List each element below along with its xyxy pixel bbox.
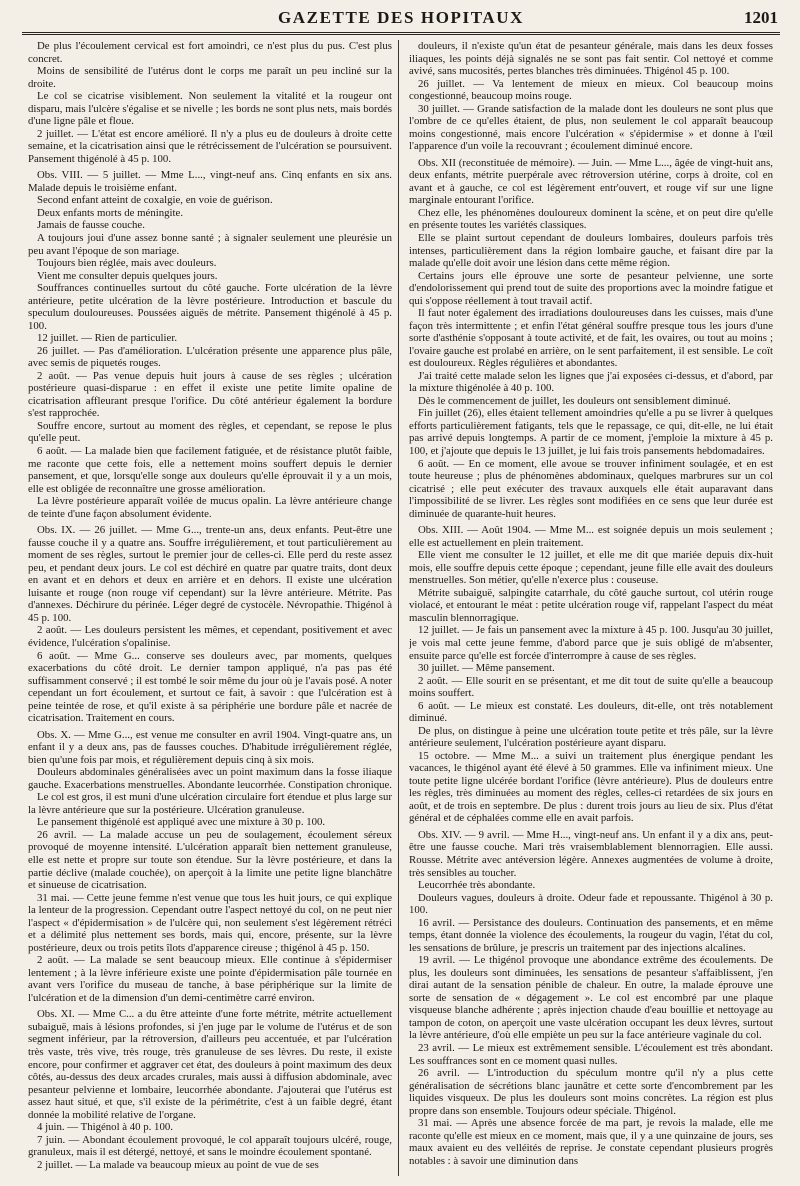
right-column (409, 40, 773, 1176)
right-column-paragraph: Elle vient me consulter le 12 juillet, et elle me dit que mariée depuis dix-huit mois, elle souffre depuis cette époque ; cependant, jeune fille elle avait des douleurs menstruelles. Son métier, qu'elle n'exerce plus : couseuse. (409, 549, 773, 587)
journal-title: GAZETTE DES HOPITAUX (277, 8, 525, 27)
right-column-paragraph: Leucorrhée très abondante. (418, 879, 536, 892)
left-column-paragraph: Toujours bien réglée, mais avec douleurs. (37, 257, 217, 270)
left-column-paragraph: 2 août. — La malade se sent beaucoup mieux. Elle continue à s'épidermiser lentement ; à la lèvre inférieure existe une pointe d'épidermisation pâle tournée en avant vers l'orifice du museau de tanche, à base périphérique sur la limite de l'ulcération et de la dimension d'un demi-centimètre carré environ. (28, 954, 392, 1004)
column-divider (398, 40, 399, 1176)
left-column-paragraph: 2 août. — Pas venue depuis huit jours à cause de ses règles ; ulcération postérieure quasi-disparue : en effet il existe une petite limite opaline de cicatrisation affleurant presque l'orifice. Du côté antérieur également la bordure s'est rapprochée. (28, 369, 392, 420)
left-column-paragraph: 4 juin. — Thigénol à 40 p. 100. (37, 1121, 173, 1134)
left-column-paragraph: Obs. IX. — 26 juillet. — Mme G..., trente-un ans, deux enfants. Peut-être une fausse couche il y a quatre ans. Souffre irrégulièrement, et tout particulièrement au moment de ses règles, surtout le premier jour de celles-ci. Elle perd du reste assez peu, et pendant deux jours. Le col est déchiré en quatre par quatre traits, dont deux en avant et en dehors et deux en arrière et en dehors. Il existe une ulcération luisante et rouge (non rouge vif cependant) sur la lèvre antérieure. Métrite. Pas d'annexes. Déchirure du périnée. Léger degré de cystocèle. Névropathie. Thigénol à 45 p. 100. (28, 524, 392, 624)
left-column-paragraph: Obs. X. — Mme G..., est venue me consulter en avril 1904. Vingt-quatre ans, un enfant il y a deux ans, pas de fausses couches. D'habitude irrégulièrement réglée, bien qu'une fois par mois, et régulièrement depuis cinq à six mois. (28, 728, 392, 766)
left-column-paragraph: 26 juillet. — Pas d'amélioration. L'ulcération présente une apparence plus pâle, avec semis de piquetés rouges. (28, 344, 392, 370)
left-column-paragraph: Souffrances continuelles surtout du côté gauche. Forte ulcération de la lèvre antérieure, petite ulcération de la lèvre postérieure. Introduction et bascule du speculum douloureuses. Poussées aiguës de métrite. Pansement thigénolé à 45 p. 100. (28, 282, 392, 332)
right-column-paragraph: Elle se plaint surtout cependant de douleurs lombaires, douleurs parfois très intenses, particulièrement dans la région lombaire gauche, et faisant dire par la malade qu'elle doit avoir une lésion dans cette même région. (409, 231, 773, 270)
left-column-paragraph: De plus l'écoulement cervical est fort amoindri, ce n'est plus du pus. C'est plus concret. (28, 40, 392, 65)
right-column-paragraph: Douleurs vagues, douleurs à droite. Odeur fade et repoussante. Thigénol à 30 p. 100. (409, 891, 773, 917)
right-column-paragraph: 6 août. — En ce moment, elle avoue se trouver infiniment soulagée, et en est toute heureuse ; plus de phénomènes abdominaux, quelques marbrures sur un col cicatrisé ; elle peut exécuter des travaux auxquels elle était auparavant dans l'impossibilité de se livrer. Les règles sont modifiées en ce sens que leur durée est diminuée de quarante-huit heures. (409, 457, 773, 520)
right-column-paragraph: Obs. XII (reconstituée de mémoire). — Juin. — Mme L..., âgée de vingt-huit ans, deux enfants, métrite puerpérale avec rétroversion utérine, corps à droite, col en avant et à gauche, ce col est légèrement entr'ouvert, et rouge vif sur une ligne marginale entourant l'orifice. (409, 156, 773, 207)
right-column-paragraph: Il faut noter également des irradiations douloureuses dans les cuisses, mais d'une façon très intermittente ; et enfin l'état général souffre presque tous les jours d'une sorte d'asthénie s'opposant à toute activité, et de fait, les ovaires, ou tout au moins ; l'ovaire gauche est prolabé en arrière, on le sent parfaitement, il est sensible. Le coït est douloureux. Règles régulières et abondantes. (409, 307, 773, 370)
left-column-paragraph: 2 août. — Les douleurs persistent les mêmes, et cependant, positivement et avec évidence, l'ulcération s'opalinise. (28, 624, 392, 649)
right-column-paragraph: 16 avril. — Persistance des douleurs. Continuation des pansements, et en même temps, étant donnée la violence des écoulements, la rougeur du vagin, l'état du col, les sensations de brûlure, je prescris un traitement par des injections alcalines. (409, 916, 773, 954)
left-column-paragraph: 12 juillet. — Rien de particulier. (37, 332, 178, 345)
right-column-paragraph: 30 juillet. — Même pansement. (418, 662, 555, 675)
left-column-paragraph: Le col est gros, il est muni d'une ulcération circulaire fort étendue et plus large sur la lèvre antérieure que sur la postérieure. Ulcération granuleuse. (28, 791, 392, 816)
right-column-paragraph: Obs. XIII. — Août 1904. — Mme M... est soignée depuis un mois seulement ; elle est actuellement en plein traitement. (409, 524, 773, 549)
left-column-paragraph: Obs. XI. — Mme C... a du être atteinte d'une forte métrite, métrite actuellement subaiguë, mais à lésions profondes, si j'en juge par le volume de l'utérus et de son segment inférieur, par la rétroversion, d'ailleurs peu accentuée, et par l'ulcération très vaste, très vive, très rouge, très granuleuse de ses lèvres. Du reste, il existe encore, pour confirmer et aggraver cet état, des douleurs à point maximum des deux côtés, au-dessus des deux arcades crurales, mais aussi à diffusion abdominale, avec pesanteur pelvienne et lombaire, leucorrhée abondante. J'ajouterai que l'utérus est assez haut situé, et que, s'il existe de la périmétrite, c'est à un faible degré, étant donnée la mobilité relative de l'organe. (28, 1008, 392, 1121)
left-column-paragraph: Douleurs abdominales généralisées avec un point maximum dans la fosse iliaque gauche. Exacerbations menstruelles. Abondante leucorrhée. Constipation chronique. (28, 766, 392, 791)
left-column-paragraph: Le col se cicatrise visiblement. Non seulement la vitalité et la rougeur ont disparu, mais l'ulcère s'égalise et se nivelle ; les bords ne sont plus nets, mais bordés d'une ligne pâle et floue. (28, 90, 392, 128)
page-number: 1201 (744, 8, 778, 27)
journal-header (22, 4, 780, 33)
left-column-paragraph: 6 août. — La malade bien que facilement fatiguée, et de résistance plutôt faible, me raconte que cette fois, elle a nettement moins souffert depuis le dernier pansement, et que, lorsqu'elle songe aux douleurs qu'elle éprouvait il y a un mois, elle est obligée de reconnaître une grosse amélioration. (28, 445, 392, 495)
left-column-paragraph: Souffre encore, surtout au moment des règles, et cependant, se repose le plus qu'elle peut. (28, 419, 392, 445)
right-column-paragraph: Chez elle, les phénomènes douloureux dominent la scène, et on peut dire qu'elle en présente toutes les variétés classiques. (409, 206, 773, 232)
right-column-paragraph: Dès le commencement de juillet, les douleurs ont sensiblement diminué. (418, 394, 731, 407)
right-column-paragraph: Certains jours elle éprouve une sorte de pesanteur pelvienne, une sorte d'endolorissement qui prend tout de suite des proportions avec la moindre fatigue et qui s'oppose réellement à tout travail actif. (409, 269, 773, 307)
left-column-paragraph: Jamais de fausse couche. (37, 219, 145, 232)
left-column-paragraph: 31 mai. — Cette jeune femme n'est venue que tous les huit jours, ce qui explique la lenteur de la progression. Cependant outre l'aspect nettoyé du col, on ne peut nier l'aspect « d'épidermisation » de l'ulcère qui, non seulement s'est légèrement rétréci et a délimité plus nettement ses bords, mais qui, encore, présente, sur la lèvre postérieure, deux ou trois petits îlots d'apparence cireuse ; thigénol à 45 p. 150. (28, 891, 392, 954)
left-column-paragraph: 26 avril. — La malade accuse un peu de soulagement, écoulement séreux provoqué de moyenne intensité. L'ulcération apparaît bien nettement granuleuse, elle est nette et propre sur toute son étendue. Sur la lèvre postérieure, et dans la partie déclive (malade couchée), on aperçoit à la limite une petite ligne blanchâtre et sinueuse de cicatrisation. (28, 828, 392, 892)
left-column-paragraph: 6 août. — Mme G... conserve ses douleurs avec, par moments, quelques exacerbations du côté droit. Le dernier tampon appliqué, n'a pas pas été suffisamment conservé ; il est tombé le soir même du jour où je l'avais posé. A noter cependant un fort écoulement, et surtout ce fait, à savoir : que l'ulcération est à peine teintée de rose, et qu'il existe à sa périphérie une bordure pâle et nacrée de cicatrisation. Traitement en cours. (28, 649, 392, 725)
right-column-paragraph: douleurs, il n'existe qu'un état de pesanteur générale, mais dans les deux fosses iliaques, les points déjà signalés ne se sont pas fait sentir. Col nettoyé et comme avivé, sans mucosités, pertes blanches très diminuées. Thigénol 45 p. 100. (409, 40, 773, 78)
left-column-paragraph: 2 juillet. — L'état est encore amélioré. Il n'y a plus eu de douleurs à droite cette semaine, et la cicatrisation ainsi que le rétrécissement de l'ulcération se poursuivent. Pansement thigénolé à 45 p. 100. (28, 127, 392, 165)
left-column-paragraph: Deux enfants morts de méningite. (37, 206, 184, 219)
right-column-paragraph: 31 mai. — Après une absence forcée de ma part, je revois la malade, elle me raconte qu'elle est mieux en ce moment, mais que, il y a une quinzaine de jours, ses maux avaient eu des velléités de reprise. Je constate cependant plusieurs progrès notables : à savoir une diminution dans (409, 1117, 773, 1167)
left-column-paragraph: Obs. VIII. — 5 juillet. — Mme L..., vingt-neuf ans. Cinq enfants en six ans. Malade depuis le troisième enfant. (28, 169, 392, 194)
right-column-paragraph: Obs. XIV. — 9 avril. — Mme H..., vingt-neuf ans. Un enfant il y a dix ans, peut-être une fausse couche. Mari très vraisemblablement blennorragien. Elle aussi. Rousse. Métrite avec antéversion légère. Annexes augmentées de volume à droite, très sensibles au toucher. (409, 828, 773, 879)
right-column-paragraph: 12 juillet. — Je fais un pansement avec la mixture à 45 p. 100. Jusqu'au 30 juillet, je vois mal cette jeune femme, d'abord parce que je suis obligé de m'absenter, ensuite parce qu'elle est forcée d'interrompre à cause de ses règles. (409, 624, 773, 662)
right-column-paragraph: 6 août. — Le mieux est constaté. Les douleurs, dit-elle, ont très notablement diminué. (409, 699, 773, 725)
right-column-paragraph: 23 avril. — Le mieux est extrêmement sensible. L'écoulement est très abondant. Les souffrances sont en ce moment quasi nulles. (409, 1041, 773, 1067)
right-column-paragraph: 19 avril. — Le thigénol provoque une abondance extrême des écoulements. De plus, les douleurs sont diminuées, les sensations de pesanteur s'affaiblissent, j'en dirai autant de la sensation pénible de chaleur. En outre, la malade éprouve une sorte de sensation de « dégagement ». Le col est encombré par une plaque visqueuse blanche adhérente ; après injection chaude d'eau bouillie et nettoyage au tampon de coton, on aperçoit une vaste ulcération occupant les deux lèvres, surtout la lèvre antérieure, d'où elle empiète un peu sur la face antérieure vaginale du col. (409, 954, 773, 1042)
left-column-paragraph: Moins de sensibilité de l'utérus dont le corps me paraît un peu incliné sur la droite. (28, 65, 392, 90)
header-rule (22, 34, 780, 35)
right-column-paragraph: 26 juillet. — Va lentement de mieux en mieux. Col beaucoup moins congestionné, beaucoup moins rouge. (409, 77, 773, 103)
left-column (28, 40, 392, 1176)
right-column-paragraph: J'ai traité cette malade selon les lignes que j'ai exposées ci-dessus, et d'abord, par la mixture thigénolée à 40 p. 100. (409, 369, 773, 395)
left-column-paragraph: La lèvre postérieure apparaît voilée de mucus opalin. La lèvre antérieure change de teinte d'une façon absolument évidente. (28, 495, 392, 520)
left-column-paragraph: Second enfant atteint de coxalgie, en voie de guérison. (37, 194, 273, 207)
right-column-paragraph: 2 août. — Elle sourit en se présentant, et me dit tout de suite qu'elle a beaucoup moins souffert. (409, 674, 773, 700)
right-column-paragraph: De plus, on distingue à peine une ulcération toute petite et très pâle, sur la lèvre antérieure seulement, l'ulcération postérieure ayant disparu. (409, 724, 773, 750)
right-column-paragraph: 30 juillet. — Grande satisfaction de la malade dont les douleurs ne sont plus que l'ombre de ce qu'elles étaient, de plus, non seulement le col apparaît beaucoup moins congestionné, mais encore l'ulcération « s'épidermise » et donne à l'œil l'apparence d'un voile la recouvrant ; écoulement diminué encore. (409, 102, 773, 153)
left-column-paragraph: Le pansement thigénolé est appliqué avec une mixture à 30 p. 100. (37, 816, 326, 829)
right-column-paragraph: Métrite subaiguë, salpingite catarrhale, du côté gauche surtout, col utérin rouge violacé, et entourant le méat : petite ulcération rouge vif, rappelant l'aspect du méat masculin blennorragique. (409, 586, 773, 624)
left-column-paragraph: A toujours joui d'une assez bonne santé ; à signaler seulement une pleurésie un peu avant l'époque de son mariage. (28, 231, 392, 257)
left-column-paragraph: 2 juillet. — La malade va beaucoup mieux au point de vue de ses (37, 1158, 319, 1171)
right-column-paragraph: Fin juillet (26), elles étaient tellement amoindries qu'elle a pu se livrer à quelques efforts particulièrement fatigants, tels que le repassage, ce qui, dit-elle, ne lui était pas arrivé depuis longtemps. A partir de ce moment, j'emploie la mixture à 45 p. 100, et j'ajoute que depuis le 13 juillet, je lui fais trois pansements hebdomadaires. (409, 407, 773, 457)
left-column-paragraph: 7 juin. — Abondant écoulement provoqué, le col apparaît toujours ulcéré, rouge, granuleux, mais il est détergé, nettoyé, et sans le moindre écoulement spontané. (28, 1133, 392, 1159)
left-column-paragraph: Vient me consulter depuis quelques jours. (37, 269, 218, 282)
right-column-paragraph: 15 octobre. — Mme M... a suivi un traitement plus énergique pendant les vacances, le thigénol ayant été élevé à 50 grammes. Elle va infiniment mieux. Une toute petite ligne ulcérée bordant l'orifice (lèvre antérieure). Plus de douleurs entre les règles, très diminuées au moment des règles, celles-ci retardées de six jours en août, et de trois en septembre. De plus : durent trois jours au lieu de six. Plus d'état général et de céphalées comme elle en avait parfois. (409, 749, 773, 825)
right-column-paragraph: 26 avril. — L'introduction du spéculum montre qu'il n'y a plus cette généralisation de sécrétions blanc jaunâtre et cette sorte d'encombrement par les liquides visqueux. De plus les douleurs sont moins concrètes. La région est plus propre dans son ensemble. Toujours odeur spéciale. Thigénol. (409, 1067, 773, 1117)
